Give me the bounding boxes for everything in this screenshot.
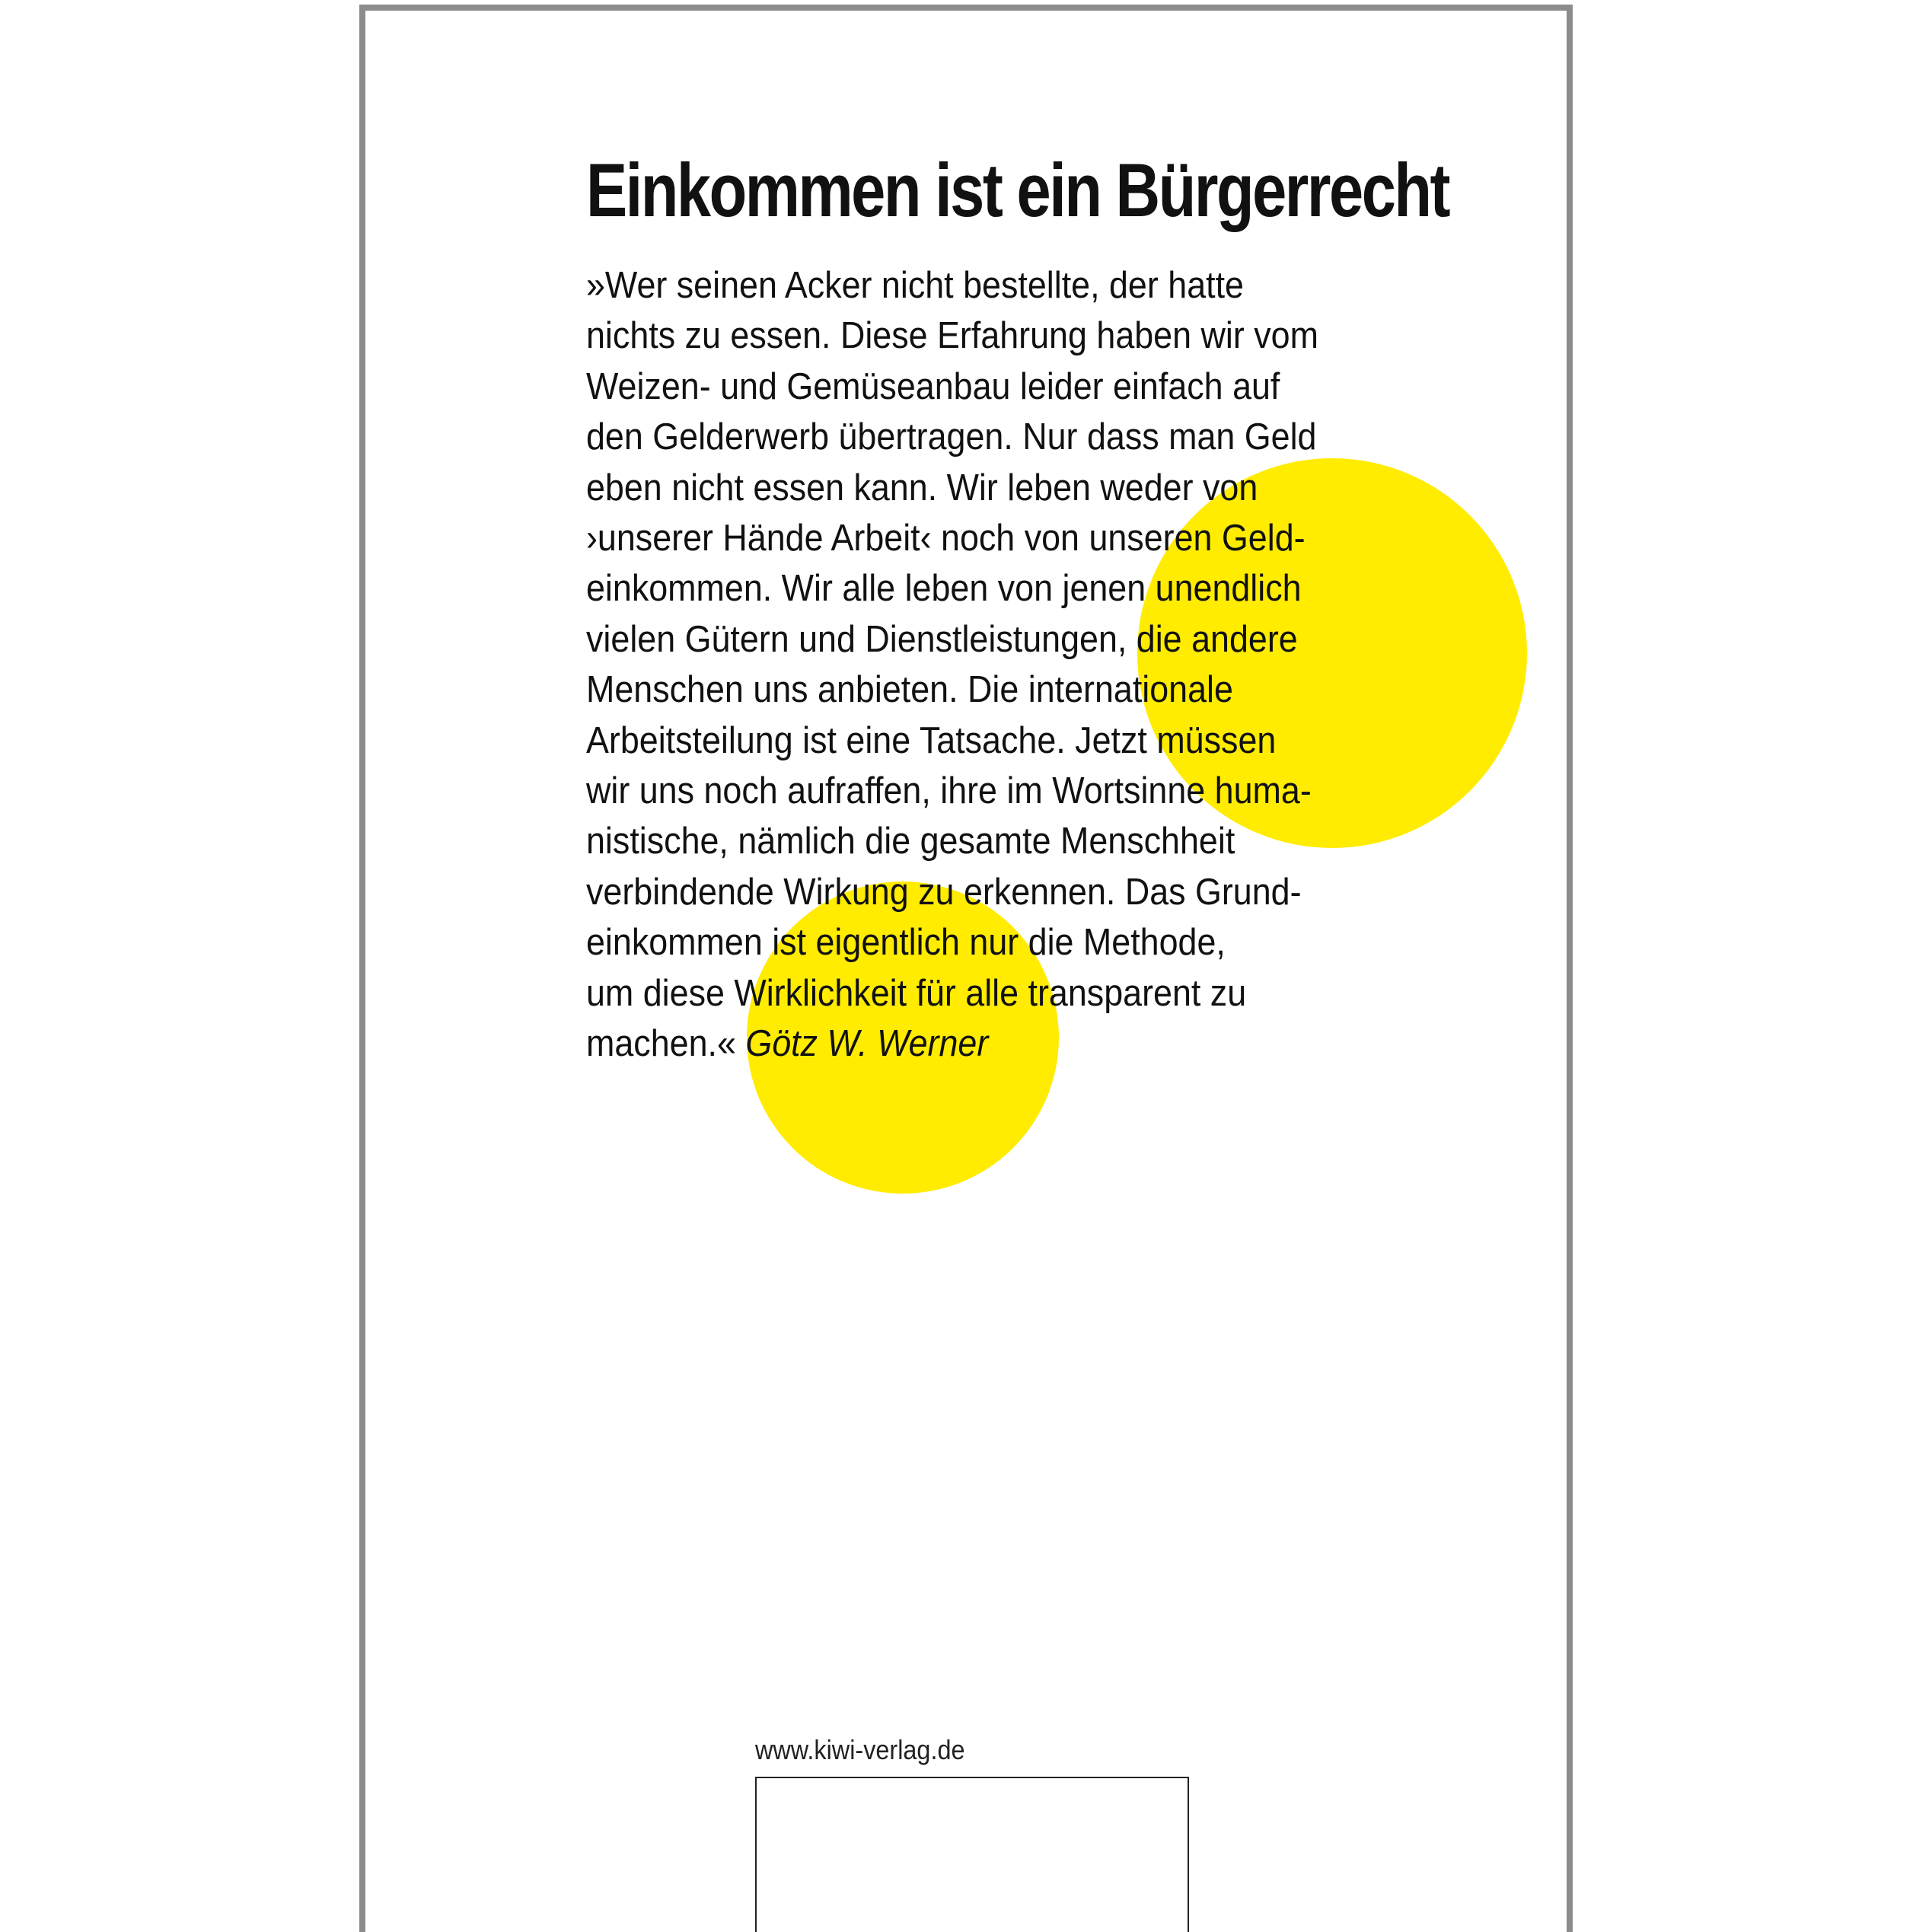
quote-line: ›unserer Hände Arbeit‹ noch von unseren Geld-: [586, 518, 1306, 560]
quote-line: einkommen. Wir alle leben von jenen unendlich: [586, 568, 1302, 610]
publisher-website: www.kiwi-verlag.de: [755, 1734, 965, 1765]
quote-line-last: [586, 1019, 1318, 1069]
quote-line: verbindende Wirkung zu erkennen. Das Grund-: [586, 871, 1302, 913]
quote-line: Menschen uns anbieten. Die internationale: [586, 669, 1233, 711]
quote-line: Weizen- und Gemüseanbau leider einfach auf: [586, 365, 1280, 407]
quote-text: [586, 260, 1318, 1070]
quote-line: Arbeitsteilung ist eine Tatsache. Jetzt müssen: [586, 719, 1277, 761]
book-back-cover: [359, 5, 1573, 1932]
headline: Einkommen ist ein Bürgerrecht: [586, 148, 1449, 232]
quote-line: den Gelderwerb übertragen. Nur dass man Geld: [586, 416, 1317, 458]
quote-line: nistische, nämlich die gesamte Menschheit: [586, 821, 1235, 862]
quote-line: »Wer seinen Acker nicht bestellte, der hatte: [586, 265, 1244, 306]
barcode-box: [755, 1777, 1189, 1932]
quote-closing: machen.«: [586, 1023, 736, 1065]
quote-line: um diese Wirklichkeit für alle transparent zu: [586, 972, 1247, 1014]
quote-line: eben nicht essen kann. Wir leben weder von: [586, 467, 1258, 509]
quote-author: Götz W. Werner: [745, 1023, 989, 1065]
quote-line: einkommen ist eigentlich nur die Methode,: [586, 922, 1226, 964]
quote-line: wir uns noch aufraffen, ihre im Wortsinne huma-: [586, 770, 1312, 812]
quote-line: nichts zu essen. Diese Erfahrung haben wir vom: [586, 315, 1318, 357]
quote-line: vielen Gütern und Dienstleistungen, die andere: [586, 618, 1298, 660]
